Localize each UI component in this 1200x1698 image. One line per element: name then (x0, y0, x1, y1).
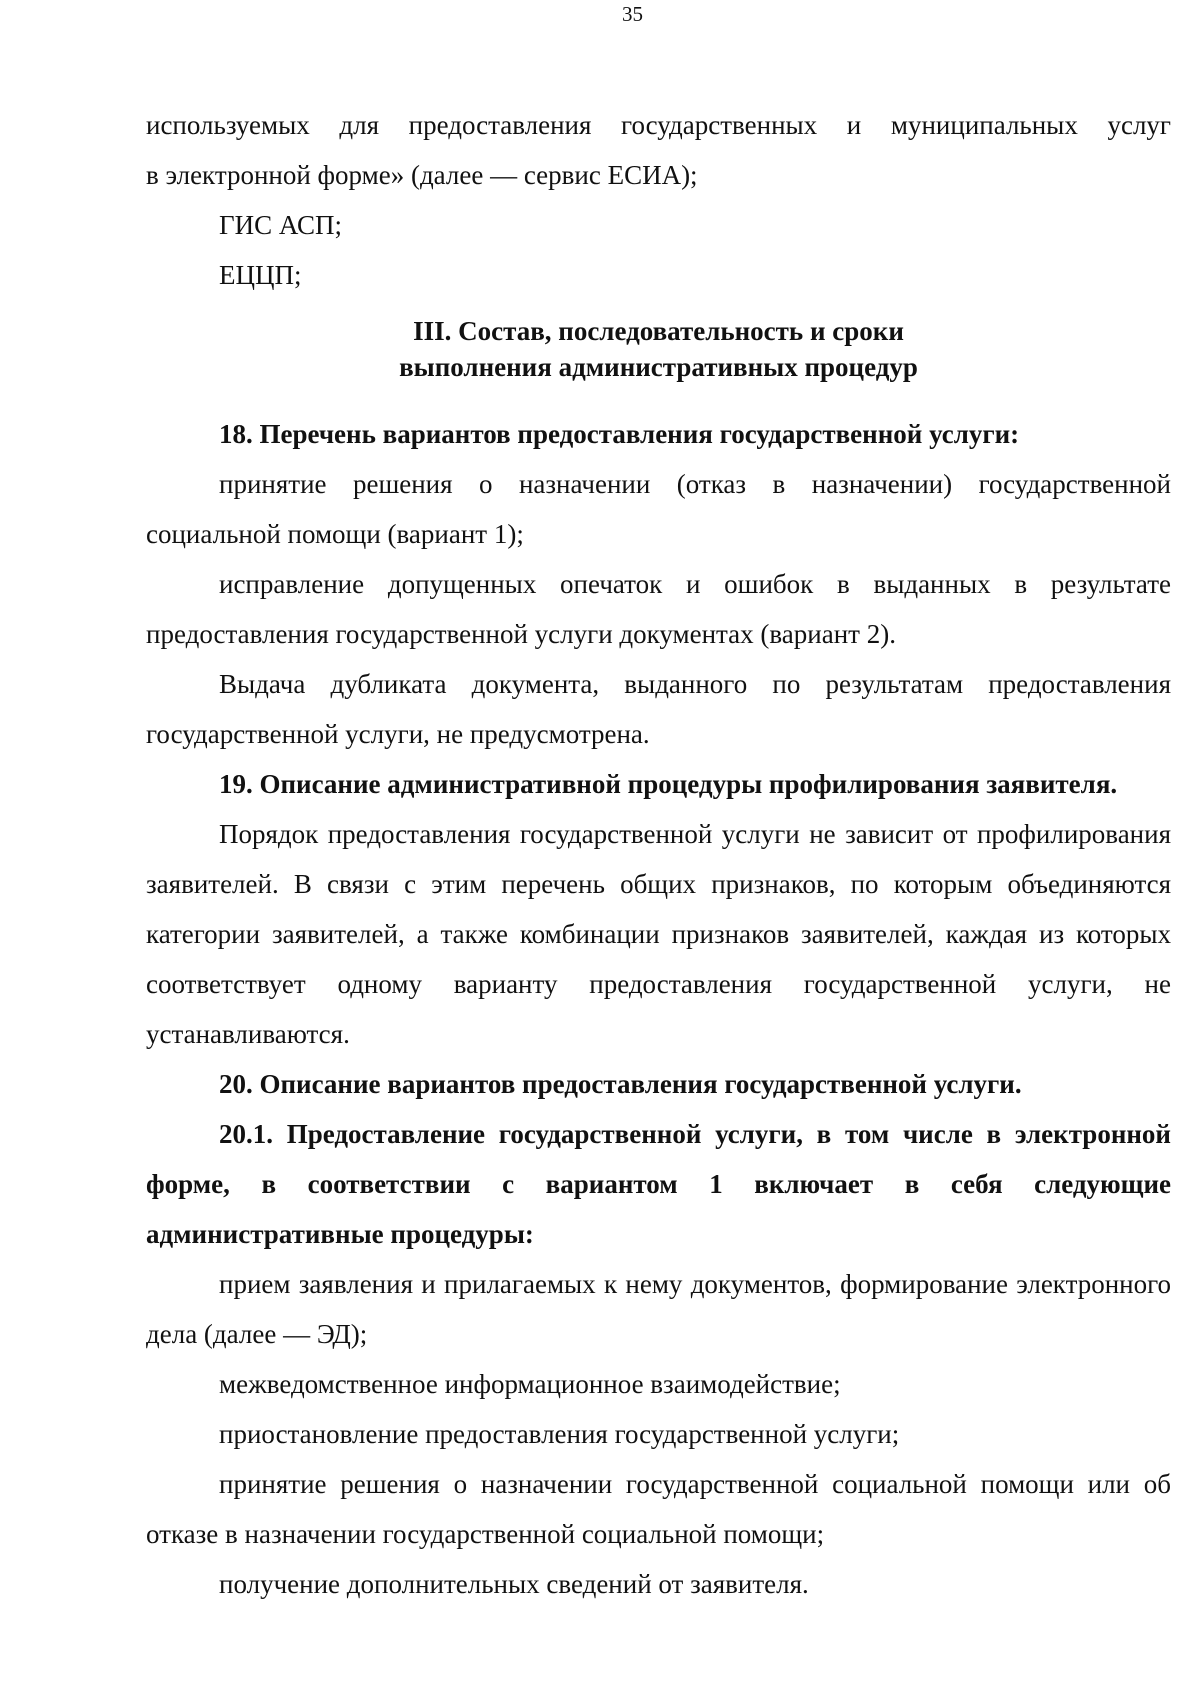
document-body (146, 100, 1171, 1609)
section-heading-line-2: выполнения административных процедур (399, 352, 918, 382)
item-18-paragraph-1: принятие решения о назначении (отказ в назначении) государственной социальной помощи (вариант 1); (146, 469, 1171, 549)
procedure-item: получение дополнительных сведений от заявителя. (219, 1569, 809, 1599)
list-item-gis-asp: ГИС АСП; (219, 210, 343, 240)
procedure-item: прием заявления и прилагаемых к нему документов, формирование электронного дела (далее — ЭД); (146, 1269, 1171, 1349)
page-number: 35 (622, 2, 643, 26)
item-20-1-title: 20.1. Предоставление государственной услуги, в том числе в электронной форме, в соответствии с вариантом 1 включает в себя следующие административные процедуры: (146, 1119, 1171, 1249)
procedure-item: принятие решения о назначении государственной социальной помощи или об отказе в назначении государственной социальной помощи; (146, 1469, 1171, 1549)
item-18-paragraph-2: исправление допущенных опечаток и ошибок в выданных в результате предоставления государственной услуги документах (вариант 2). (146, 569, 1171, 649)
item-20-title: 20. Описание вариантов предоставления государственной услуги. (219, 1069, 1022, 1099)
procedure-item: приостановление предоставления государственной услуги; (219, 1419, 900, 1449)
item-18-paragraph-3: Выдача дубликата документа, выданного по результатам предоставления государственной услуги, не предусмотрена. (146, 669, 1171, 749)
procedure-item: межведомственное информационное взаимодействие; (219, 1369, 841, 1399)
item-18-title: 18. Перечень вариантов предоставления государственной услуги: (219, 419, 1020, 449)
item-19-paragraph-1: Порядок предоставления государственной услуги не зависит от профилирования заявителей. В связи с этим перечень общих признаков, по которым объединяются категории заявителей, а также комбинации признаков заявителей, каждая из которых соответствует одному варианту предоставления государственной услуги, не устанавливаются. (146, 819, 1171, 1049)
section-heading-line-1: III. Состав, последовательность и сроки (413, 316, 904, 346)
intro-line-2: в электронной форме» (далее — сервис ЕСИА); (146, 160, 698, 190)
item-19-title: 19. Описание административной процедуры профилирования заявителя. (219, 769, 1118, 799)
intro-line-1: используемых для предоставления государственных и муниципальных услуг (146, 110, 1171, 140)
section-heading (146, 313, 1171, 385)
list-item-ecp: ЕЦЦП; (219, 260, 302, 290)
